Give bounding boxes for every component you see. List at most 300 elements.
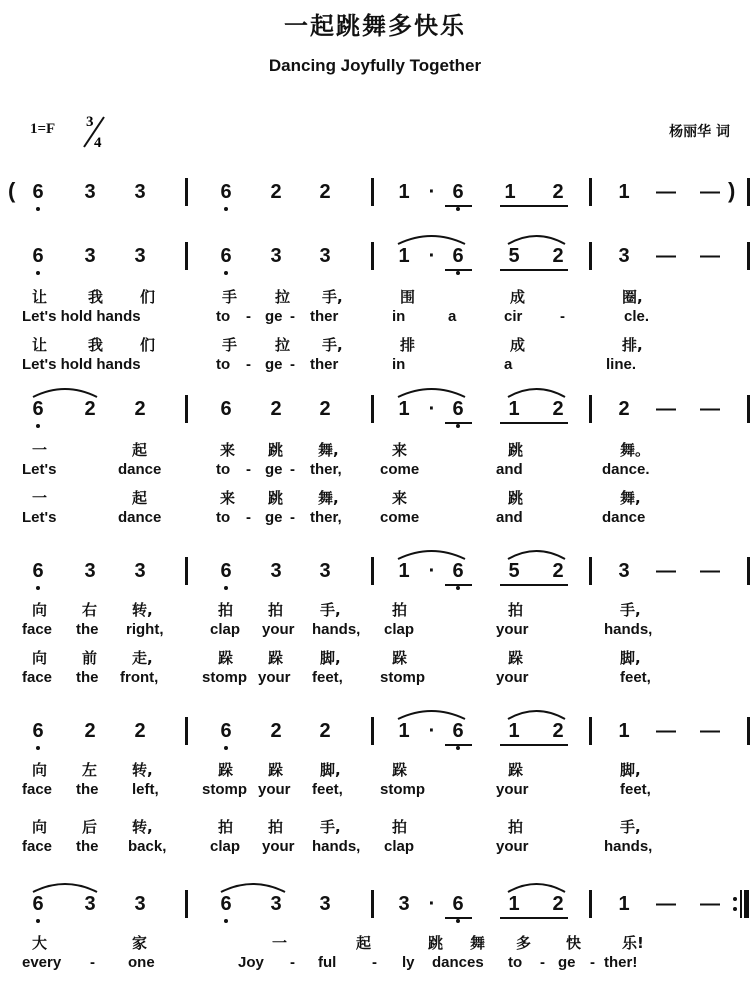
note: 3 <box>398 893 410 915</box>
lyric-chinese: 拉 <box>275 288 291 306</box>
lyric-chinese: 一 <box>32 489 48 507</box>
lyric-english: - <box>290 509 295 526</box>
note: · <box>428 720 436 742</box>
note: 1 <box>508 398 520 420</box>
lyric-english: dance <box>118 461 162 478</box>
lyric-chinese: 转, <box>132 818 153 836</box>
lyric-english: - <box>246 461 251 478</box>
lyric-chinese: 手 <box>222 288 238 306</box>
lyric-chinese: 舞。 <box>620 441 651 459</box>
lyric-chinese: 围 <box>400 288 416 306</box>
lyric-chinese: 前 <box>82 649 98 667</box>
score-system <box>0 719 750 855</box>
lyric-chinese: 跺 <box>218 761 234 779</box>
lyric-english: clap <box>210 838 241 855</box>
close-paren: ) <box>728 178 736 203</box>
note: 3 <box>618 245 630 267</box>
note: 6 <box>452 893 464 915</box>
lyric-chinese: 跳 <box>508 441 524 459</box>
note: — <box>656 720 676 742</box>
lyric-chinese: 跳 <box>428 934 444 952</box>
lyric-english: face <box>22 838 53 855</box>
lyric-english: ly <box>402 954 415 971</box>
lyric-chinese: 右 <box>82 601 98 619</box>
note: 1 <box>398 720 410 742</box>
lyric-english: one <box>128 954 155 971</box>
lyric-english: clap <box>384 621 415 638</box>
lyric-chinese: 快 <box>566 934 582 952</box>
lyric-english: Let's hold hands <box>22 356 141 373</box>
note: 2 <box>270 398 282 420</box>
lyric-english: dance. <box>602 461 650 478</box>
lyric-chinese: 舞, <box>620 489 641 507</box>
lyric-english: feet, <box>620 781 651 798</box>
eighth-underline <box>500 584 568 586</box>
barline <box>185 242 188 270</box>
final-barline-thin <box>740 890 742 918</box>
lyric-chinese: 转, <box>132 761 153 779</box>
note: 6 <box>452 720 464 742</box>
lyric-chinese: 排, <box>622 336 643 354</box>
note: 3 <box>270 245 282 267</box>
barline <box>589 557 592 585</box>
lyric-english: ther, <box>310 509 342 526</box>
score-system <box>0 244 750 373</box>
note: 2 <box>552 720 564 742</box>
lyric-english: in <box>392 308 406 325</box>
lyric-english: - <box>290 461 295 478</box>
note: 3 <box>84 245 96 267</box>
barline <box>589 717 592 745</box>
lyric-english: feet, <box>312 781 343 798</box>
slur-arc <box>397 707 466 721</box>
slur-arc <box>397 232 466 246</box>
note: 2 <box>134 720 146 742</box>
note: 1 <box>618 893 630 915</box>
note: 2 <box>552 245 564 267</box>
lyricist-credit: 杨丽华 词 <box>669 124 730 140</box>
lyric-chinese: 们 <box>140 288 156 306</box>
lyric-chinese: 跺 <box>218 649 234 667</box>
lyric-english: face <box>22 669 53 686</box>
note: 1 <box>504 181 516 203</box>
barline <box>371 557 374 585</box>
barline <box>589 890 592 918</box>
slur-arc <box>220 880 286 894</box>
lyric-english: the <box>76 621 99 638</box>
lyric-english: ge <box>265 461 283 478</box>
note: 2 <box>270 181 282 203</box>
note: 2 <box>134 398 146 420</box>
note: 3 <box>134 181 146 203</box>
note: 1 <box>398 398 410 420</box>
lyric-english: the <box>76 838 99 855</box>
slur-arc <box>32 880 98 894</box>
lyric-english: come <box>380 461 420 478</box>
lyric-chinese: 手, <box>322 288 343 306</box>
repeat-dot <box>733 897 737 901</box>
eighth-underline <box>500 744 568 746</box>
lyric-chinese: 成 <box>510 336 526 354</box>
key-signature: 1=F <box>30 121 56 137</box>
note: — <box>656 893 676 915</box>
lyric-english: back, <box>128 838 167 855</box>
slur-arc <box>32 385 98 399</box>
note: 6 <box>32 560 44 582</box>
note: — <box>700 560 720 582</box>
lyric-english: Let's hold hands <box>22 308 141 325</box>
low-octave-dot <box>36 271 40 275</box>
lyric-chinese: 舞, <box>318 489 339 507</box>
note: — <box>700 720 720 742</box>
note: · <box>428 181 436 203</box>
note: 1 <box>398 560 410 582</box>
barline <box>589 178 592 206</box>
lyric-chinese: 起 <box>132 441 148 459</box>
lyric-chinese: 来 <box>220 489 236 507</box>
note: 3 <box>618 560 630 582</box>
note: — <box>656 398 676 420</box>
lyric-english: face <box>22 781 53 798</box>
lyric-english: left, <box>132 781 159 798</box>
note: 6 <box>32 398 44 420</box>
slur-arc <box>507 232 566 246</box>
eighth-underline <box>500 205 568 207</box>
low-octave-dot <box>36 919 40 923</box>
slur-arc <box>507 707 566 721</box>
eighth-underline <box>500 422 568 424</box>
note: 2 <box>270 720 282 742</box>
lyric-english: - <box>246 308 251 325</box>
barline <box>371 890 374 918</box>
note: 5 <box>508 560 520 582</box>
lyric-chinese: 拍 <box>508 818 524 836</box>
note: 6 <box>220 181 232 203</box>
lyric-chinese: 向 <box>32 649 48 667</box>
lyric-chinese: 我 <box>88 336 104 354</box>
lyric-chinese: 乐! <box>622 934 644 952</box>
final-barline-thick <box>744 890 749 918</box>
score-system <box>0 559 750 686</box>
lyric-english: your <box>496 669 529 686</box>
lyric-english: dance <box>118 509 162 526</box>
barline <box>185 178 188 206</box>
lyric-english: - <box>290 356 295 373</box>
lyric-english: cle. <box>624 308 650 325</box>
lyric-english: front, <box>120 669 159 686</box>
lyric-english: face <box>22 621 53 638</box>
lyric-chinese: 拍 <box>268 601 284 619</box>
lyric-english: come <box>380 509 420 526</box>
lyric-english: - <box>90 954 95 971</box>
note: 6 <box>32 893 44 915</box>
lyric-chinese: 向 <box>32 761 48 779</box>
barline <box>185 890 188 918</box>
note: 2 <box>552 181 564 203</box>
low-octave-dot <box>36 207 40 211</box>
lyric-english: ther, <box>310 461 342 478</box>
song-title: 一起跳舞多快乐 <box>284 12 466 40</box>
note: 2 <box>552 560 564 582</box>
lyric-chinese: 脚, <box>620 761 641 779</box>
lyric-english: - <box>246 356 251 373</box>
lyric-chinese: 跳 <box>268 489 284 507</box>
low-octave-dot <box>224 746 228 750</box>
note: 1 <box>618 181 630 203</box>
lyric-english: a <box>504 356 513 373</box>
note: 3 <box>84 181 96 203</box>
note: 6 <box>220 398 232 420</box>
note: 2 <box>319 398 331 420</box>
low-octave-dot <box>36 586 40 590</box>
note: 2 <box>84 398 96 420</box>
slur-arc <box>507 547 566 561</box>
note: 2 <box>552 398 564 420</box>
eighth-underline <box>500 269 568 271</box>
lyric-english: Joy <box>238 954 264 971</box>
lyric-chinese: 跳 <box>508 489 524 507</box>
low-octave-dot <box>224 207 228 211</box>
eighth-underline <box>500 917 568 919</box>
note: 2 <box>618 398 630 420</box>
lyric-english: to <box>508 954 523 971</box>
lyric-chinese: 多 <box>516 934 532 952</box>
lyric-chinese: 来 <box>392 489 408 507</box>
lyric-english: in <box>392 356 406 373</box>
lyric-english: and <box>496 461 523 478</box>
note: 3 <box>84 893 96 915</box>
repeat-dot <box>733 907 737 911</box>
lyric-english: Let's <box>22 461 57 478</box>
lyric-english: feet, <box>312 669 343 686</box>
note: 6 <box>452 181 464 203</box>
note: 6 <box>452 245 464 267</box>
eighth-underline <box>445 205 472 207</box>
eighth-underline <box>445 744 472 746</box>
lyric-english: - <box>372 954 377 971</box>
lyric-english: to <box>216 308 231 325</box>
lyric-chinese: 来 <box>392 441 408 459</box>
slur-arc <box>397 385 466 399</box>
lyric-chinese: 走, <box>132 649 153 667</box>
note: 2 <box>84 720 96 742</box>
note: 6 <box>220 560 232 582</box>
note: 3 <box>319 245 331 267</box>
lyric-chinese: 手, <box>320 601 341 619</box>
time-signature <box>80 111 116 151</box>
lyric-english: and <box>496 509 523 526</box>
lyric-english: to <box>216 356 231 373</box>
lyric-chinese: 跺 <box>268 649 284 667</box>
lyric-english: stomp <box>202 669 247 686</box>
note: 1 <box>508 893 520 915</box>
score-system <box>0 397 750 526</box>
lyric-chinese: 后 <box>82 818 98 836</box>
barline <box>185 395 188 423</box>
lyric-english: line. <box>606 356 637 373</box>
lyric-chinese: 让 <box>32 336 48 354</box>
lyric-chinese: 大 <box>32 934 48 952</box>
note: · <box>428 560 436 582</box>
lyric-english: ge <box>265 356 283 373</box>
lyric-english: ge <box>558 954 576 971</box>
lyric-chinese: 起 <box>356 934 372 952</box>
note: 5 <box>508 245 520 267</box>
lyric-chinese: 让 <box>32 288 48 306</box>
lyric-chinese: 跳 <box>268 441 284 459</box>
barline <box>589 242 592 270</box>
note: 1 <box>618 720 630 742</box>
note: 2 <box>319 720 331 742</box>
note: 3 <box>319 893 331 915</box>
barline <box>371 717 374 745</box>
lyric-chinese: 手, <box>620 818 641 836</box>
lyric-chinese: 跺 <box>508 761 524 779</box>
note: · <box>428 245 436 267</box>
note: 6 <box>32 720 44 742</box>
lyric-english: clap <box>210 621 241 638</box>
note: 6 <box>452 560 464 582</box>
barline <box>371 395 374 423</box>
lyric-chinese: 转, <box>132 601 153 619</box>
note: — <box>656 181 676 203</box>
lyric-english: your <box>262 621 295 638</box>
lyric-english: the <box>76 781 99 798</box>
slur-arc <box>397 547 466 561</box>
lyric-english: - <box>540 954 545 971</box>
lyric-english: cir <box>504 308 523 325</box>
lyric-chinese: 脚, <box>620 649 641 667</box>
note: 1 <box>398 181 410 203</box>
lyric-english: ther <box>310 308 339 325</box>
barline <box>185 717 188 745</box>
lyric-chinese: 拍 <box>392 601 408 619</box>
low-octave-dot <box>456 271 460 275</box>
note: 1 <box>508 720 520 742</box>
lyric-chinese: 舞, <box>318 441 339 459</box>
barline <box>371 242 374 270</box>
lyric-english: - <box>590 954 595 971</box>
lyric-chinese: 拍 <box>218 601 234 619</box>
lyric-chinese: 一 <box>32 441 48 459</box>
note: · <box>428 893 436 915</box>
lyric-chinese: 来 <box>220 441 236 459</box>
lyric-english: every <box>22 954 62 971</box>
note: 2 <box>552 893 564 915</box>
lyric-english: your <box>258 669 291 686</box>
low-octave-dot <box>456 424 460 428</box>
lyric-chinese: 一 <box>272 934 288 952</box>
score-system <box>0 892 750 971</box>
lyric-english: ge <box>265 509 283 526</box>
note: 6 <box>220 893 232 915</box>
lyric-english: to <box>216 509 231 526</box>
lyric-chinese: 们 <box>140 336 156 354</box>
lyric-english: to <box>216 461 231 478</box>
lyric-chinese: 家 <box>132 934 148 952</box>
lyric-english: ther <box>310 356 339 373</box>
note: 3 <box>134 245 146 267</box>
time-signature-bottom: 4 <box>94 135 102 151</box>
note: 1 <box>398 245 410 267</box>
lyric-chinese: 向 <box>32 601 48 619</box>
lyric-english: stomp <box>202 781 247 798</box>
lyric-english: ge <box>265 308 283 325</box>
low-octave-dot <box>224 919 228 923</box>
lyric-english: hands, <box>604 621 653 638</box>
lyric-chinese: 手, <box>322 336 343 354</box>
lyric-english: your <box>496 838 529 855</box>
note: 3 <box>84 560 96 582</box>
lyric-english: stomp <box>380 781 425 798</box>
lyric-english: stomp <box>380 669 425 686</box>
lyric-english: your <box>496 621 529 638</box>
eighth-underline <box>445 422 472 424</box>
lyric-english: - <box>290 954 295 971</box>
lyric-chinese: 拍 <box>392 818 408 836</box>
lyric-english: ful <box>318 954 337 971</box>
note: 6 <box>220 245 232 267</box>
lyric-chinese: 跺 <box>392 649 408 667</box>
eighth-underline <box>445 917 472 919</box>
note: — <box>700 245 720 267</box>
lyric-english: hands, <box>312 621 361 638</box>
lyric-chinese: 左 <box>82 761 98 779</box>
lyric-chinese: 跺 <box>508 649 524 667</box>
lyric-english: - <box>290 308 295 325</box>
barline <box>185 557 188 585</box>
low-octave-dot <box>456 586 460 590</box>
lyric-english: ther! <box>604 954 638 971</box>
low-octave-dot <box>456 746 460 750</box>
note: 6 <box>452 398 464 420</box>
lyric-chinese: 舞 <box>470 934 486 952</box>
note: · <box>428 398 436 420</box>
lyric-chinese: 跺 <box>268 761 284 779</box>
note: 3 <box>134 893 146 915</box>
eighth-underline <box>445 584 472 586</box>
open-paren: ( <box>8 178 16 203</box>
lyric-english: a <box>448 308 457 325</box>
lyric-chinese: 拉 <box>275 336 291 354</box>
lyric-english: your <box>496 781 529 798</box>
note: 3 <box>319 560 331 582</box>
note: 6 <box>220 720 232 742</box>
eighth-underline <box>445 269 472 271</box>
lyric-english: right, <box>126 621 164 638</box>
lyric-english: - <box>560 308 565 325</box>
lyric-chinese: 我 <box>88 288 104 306</box>
barline <box>371 178 374 206</box>
note: — <box>656 560 676 582</box>
lyric-chinese: 成 <box>510 288 526 306</box>
lyric-english: dance <box>602 509 646 526</box>
low-octave-dot <box>456 207 460 211</box>
note: 6 <box>32 245 44 267</box>
lyric-chinese: 脚, <box>320 761 341 779</box>
note: 3 <box>134 560 146 582</box>
low-octave-dot <box>224 271 228 275</box>
lyric-english: the <box>76 669 99 686</box>
lyric-chinese: 手 <box>222 336 238 354</box>
lyric-chinese: 拍 <box>218 818 234 836</box>
low-octave-dot <box>36 424 40 428</box>
lyric-chinese: 跺 <box>392 761 408 779</box>
lyric-english: - <box>246 509 251 526</box>
score-system <box>0 180 750 204</box>
lyric-english: clap <box>384 838 415 855</box>
note: 3 <box>270 893 282 915</box>
